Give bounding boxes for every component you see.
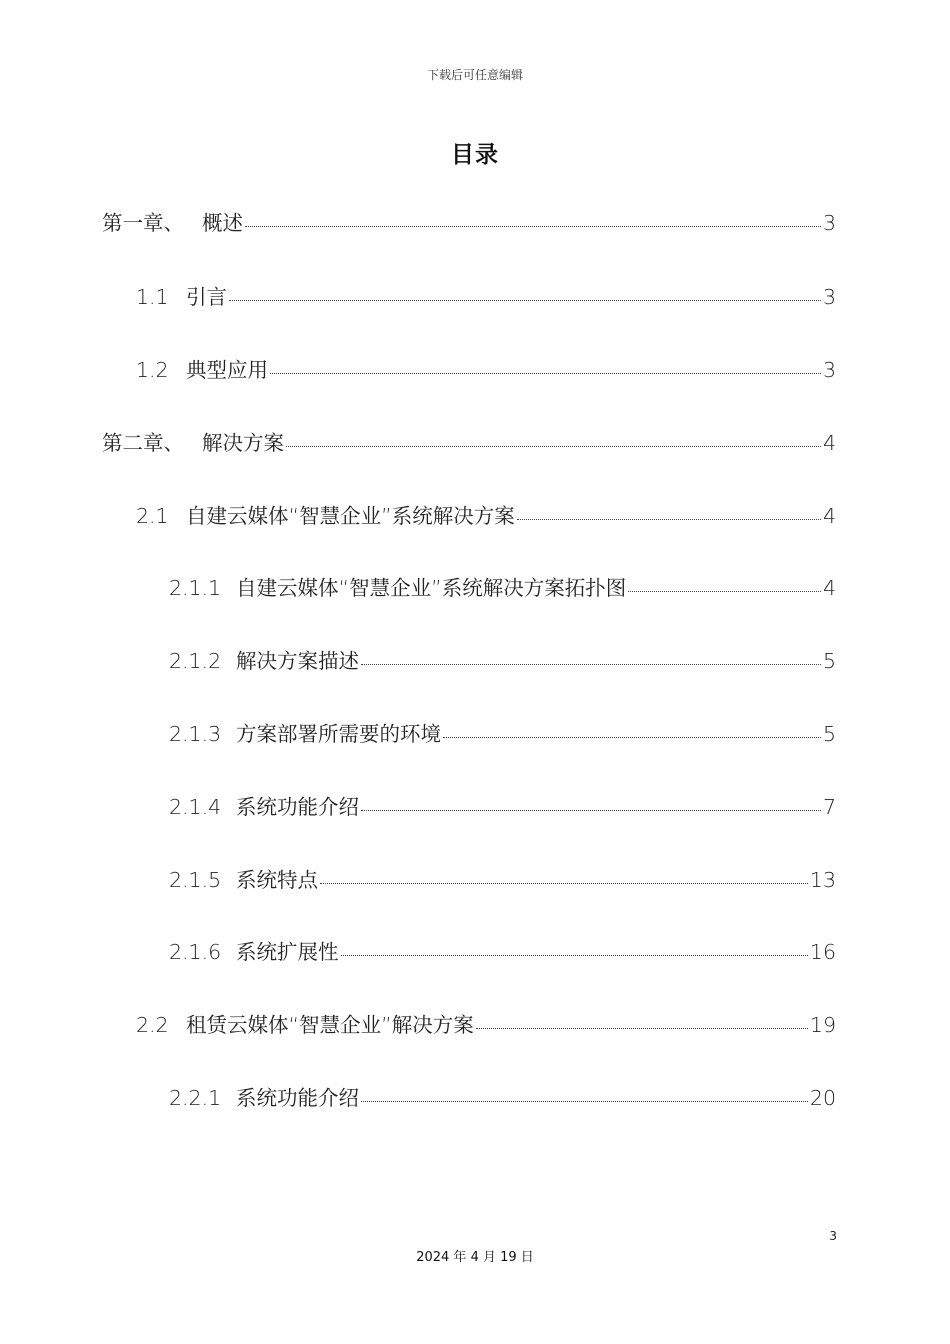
toc-entry-number: 2.2.1	[169, 1086, 222, 1110]
toc-leader-dots	[320, 883, 808, 884]
toc-leader-dots	[270, 373, 821, 374]
toc-entry-page: 13	[809, 868, 836, 892]
toc-entry-2-1-3[interactable]	[169, 717, 836, 747]
toc-entry-label: 系统特点	[236, 868, 318, 892]
toc-entry-2-2[interactable]	[136, 1008, 836, 1038]
toc-entry-page: 5	[822, 649, 836, 673]
toc-entry-label: 系统扩展性	[236, 940, 339, 964]
toc-leader-dots	[245, 226, 821, 227]
toc-leader-dots	[361, 1101, 808, 1102]
toc-entry-number: 2.1.3	[169, 722, 222, 746]
toc-leader-dots	[229, 300, 821, 301]
toc-entry-page: 3	[822, 358, 836, 382]
toc-entry-number: 2.1	[136, 504, 169, 528]
toc-entry-number: 2.1.2	[169, 649, 222, 673]
toc-entry-label: 系统功能介绍	[236, 795, 359, 819]
toc-entry-page: 16	[809, 940, 836, 964]
toc-leader-dots	[628, 591, 821, 592]
toc-entry-label: 方案部署所需要的环境	[236, 722, 441, 746]
toc-entry-number: 1.2	[136, 358, 169, 382]
toc-entry-label: 自建云媒体“智慧企业”系统解决方案	[186, 504, 515, 528]
toc-entry-2-1-1[interactable]	[169, 571, 836, 601]
toc-entry-number: 2.1.4	[169, 795, 222, 819]
toc-leader-dots	[341, 955, 808, 956]
page-footer-date: 2024 年 4 月 19 日	[416, 1250, 534, 1265]
toc-entry-chapter-2[interactable]	[102, 426, 836, 456]
toc-entry-chapter-1[interactable]	[102, 206, 836, 236]
toc-entry-page: 4	[822, 576, 836, 600]
toc-leader-dots	[361, 810, 821, 811]
toc-entry-2-2-1[interactable]	[169, 1081, 836, 1111]
toc-entry-label: 自建云媒体“智慧企业”系统解决方案拓扑图	[236, 576, 627, 600]
page-header: 下载后可任意编辑	[426, 68, 523, 82]
toc-leader-dots	[476, 1028, 808, 1029]
toc-entry-number: 第一章、	[102, 211, 184, 235]
toc-entry-2-1-6[interactable]	[169, 935, 836, 965]
toc-entry-number: 2.1.5	[169, 868, 222, 892]
toc-entry-2-1-5[interactable]	[169, 863, 836, 893]
toc-entry-page: 3	[822, 285, 836, 309]
toc-entry-1-2[interactable]	[136, 353, 836, 383]
toc-entry-number: 2.1.6	[169, 940, 222, 964]
toc-leader-dots	[517, 519, 821, 520]
toc-entry-page: 4	[822, 431, 836, 455]
toc-entry-number: 1.1	[136, 285, 169, 309]
page-title: 目录	[451, 142, 499, 168]
toc-entry-page: 19	[809, 1013, 836, 1037]
toc-entry-page: 4	[822, 504, 836, 528]
toc-entry-2-1[interactable]	[136, 499, 836, 529]
toc-entry-page: 7	[822, 795, 836, 819]
toc-entry-page: 20	[809, 1086, 836, 1110]
toc-entry-number: 2.2	[136, 1013, 169, 1037]
toc-entry-2-1-2[interactable]	[169, 644, 836, 674]
toc-entry-label: 概述	[202, 211, 243, 235]
toc-leader-dots	[361, 664, 821, 665]
toc-entry-number: 第二章、	[102, 431, 184, 455]
page-number: 3	[829, 1229, 837, 1243]
toc-entry-label: 典型应用	[186, 358, 268, 382]
toc-leader-dots	[286, 446, 821, 447]
toc-entry-label: 引言	[186, 285, 227, 309]
toc-entry-label: 系统功能介绍	[236, 1086, 359, 1110]
toc-entry-1-1[interactable]	[136, 280, 836, 310]
toc-entry-label: 解决方案	[202, 431, 284, 455]
toc-entry-page: 3	[822, 211, 836, 235]
toc-leader-dots	[443, 737, 821, 738]
toc-entry-label: 解决方案描述	[236, 649, 359, 673]
toc-entry-2-1-4[interactable]	[169, 790, 836, 820]
toc-entry-label: 租赁云媒体“智慧企业”解决方案	[186, 1013, 474, 1037]
toc-entry-page: 5	[822, 722, 836, 746]
toc-entry-number: 2.1.1	[169, 576, 222, 600]
